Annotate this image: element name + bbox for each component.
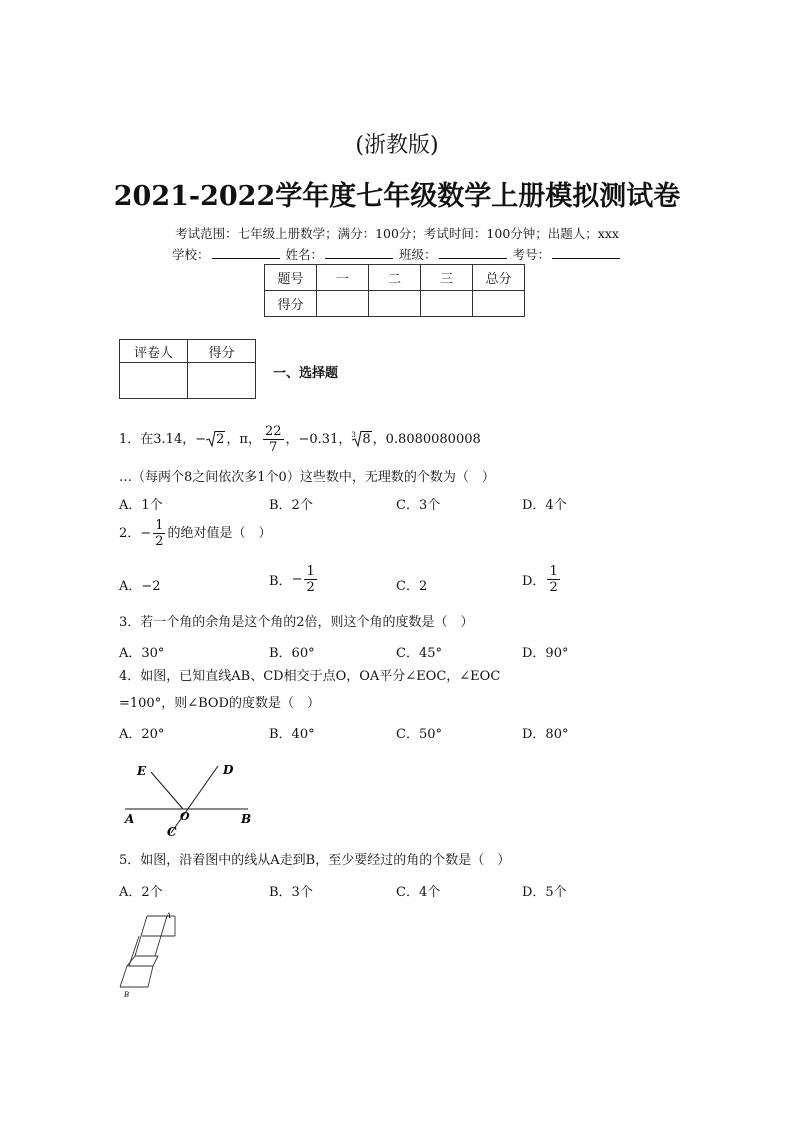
score-input-cell[interactable]: [317, 291, 369, 317]
label-a: A: [125, 812, 135, 826]
stem-text: 若一个角的余角是这个角的2倍，则这个角的度数是（ ）: [140, 615, 474, 630]
option-d[interactable]: D．90°: [522, 646, 569, 661]
option-c[interactable]: C．4个: [396, 885, 441, 900]
label-c: C: [167, 825, 177, 839]
question-3-stem: [119, 615, 474, 631]
question-number: 3．: [119, 615, 141, 630]
stem-text: 在3.14，: [140, 431, 196, 447]
option-letter: A．: [119, 579, 142, 594]
name-label: 姓名：: [285, 247, 323, 262]
option-d[interactable]: D．5个: [522, 885, 567, 900]
sqrt-expression: [206, 432, 225, 448]
option-a[interactable]: A．1个: [119, 498, 163, 513]
table-row: [120, 340, 256, 363]
grader-table: [119, 339, 256, 399]
stem-text: ，0.8080080008: [372, 431, 481, 447]
numerator: 1: [549, 564, 558, 579]
stem-text: 如图，沿着图中的线从A走到B，至少要经过的角的个数是（ ）: [140, 853, 511, 868]
option-b[interactable]: B．2个: [269, 498, 313, 513]
question-1-stem: [119, 424, 481, 455]
option-b[interactable]: B．60°: [269, 646, 315, 661]
radicand: 8: [362, 431, 371, 447]
label-o: O: [180, 810, 190, 823]
option-d[interactable]: D．80°: [522, 727, 569, 742]
publisher-label: (浙教版): [355, 133, 439, 158]
stem-text: 如图，已知直线AB、CD相交于点O，OA平分∠EOC，∠EOC: [140, 669, 501, 684]
table-row: [265, 265, 525, 291]
option-d[interactable]: D．4个: [522, 498, 567, 513]
cube-root-expression: [351, 432, 371, 448]
denominator: 7: [269, 440, 278, 455]
school-field[interactable]: [212, 246, 280, 259]
stem-text: ，−0.31，: [285, 431, 352, 447]
denominator: 2: [155, 534, 164, 549]
exam-number-label: 考号：: [512, 247, 550, 262]
stem-text: 的绝对值是（ ）: [167, 525, 272, 541]
numerator: 1: [306, 564, 315, 579]
intersecting-lines-figure: [115, 758, 260, 840]
grader-input-cell[interactable]: [120, 363, 188, 399]
option-c[interactable]: C．3个: [396, 498, 441, 513]
fraction: [304, 564, 316, 595]
option-d[interactable]: [522, 564, 562, 595]
score-input-cell[interactable]: [421, 291, 473, 317]
radical-sign-icon: [351, 430, 362, 448]
option-c[interactable]: C．45°: [396, 646, 442, 661]
option-a[interactable]: A．20°: [119, 727, 165, 742]
option-c[interactable]: C．50°: [396, 727, 442, 742]
label-a: A: [166, 912, 172, 920]
section-title: 一、选择题: [273, 366, 339, 381]
class-field[interactable]: [439, 246, 507, 259]
question-number: 1．: [119, 431, 141, 447]
page-title: 2021-2022学年度七年级数学上册模拟测试卷: [113, 181, 681, 212]
fraction: [153, 518, 165, 549]
option-b[interactable]: B．3个: [269, 885, 313, 900]
option-b[interactable]: [269, 564, 319, 595]
ray-oe: [151, 772, 183, 809]
radicand: 2: [216, 431, 225, 447]
option-letter: D．: [522, 574, 546, 589]
score-input-cell[interactable]: [369, 291, 421, 317]
parallelogram-grid: [120, 916, 175, 987]
label-b: B: [241, 812, 252, 826]
numerator: 22: [264, 424, 282, 439]
root-index: 3: [351, 430, 356, 439]
score-table: [264, 264, 525, 317]
table-cell: 二: [369, 265, 421, 291]
label-e: E: [137, 764, 147, 778]
table-cell: 题号: [265, 265, 317, 291]
question-5-stem: [119, 853, 510, 869]
option-c[interactable]: [396, 575, 427, 594]
table-cell: 一: [317, 265, 369, 291]
option-a[interactable]: A．30°: [119, 646, 165, 661]
minus-sign: −: [291, 572, 303, 587]
question-number: 2．: [119, 525, 141, 541]
grader-input-cell[interactable]: [188, 363, 256, 399]
table-cell: 评卷人: [120, 340, 188, 363]
class-label: 班级：: [398, 247, 437, 262]
minus-sign: −: [195, 431, 207, 447]
student-info-fields: [0, 245, 794, 263]
option-value: 2: [418, 579, 428, 594]
exam-info: 考试范围：七年级上册数学；满分：100分；考试时间：100分钟；出题人；xxx: [175, 226, 619, 241]
fraction: [547, 564, 559, 595]
question-number: 5．: [119, 853, 141, 868]
option-a[interactable]: A．2个: [119, 885, 163, 900]
denominator: 2: [549, 580, 558, 595]
option-b[interactable]: B．40°: [269, 727, 315, 742]
denominator: 2: [306, 580, 315, 595]
radical-sign-icon: [206, 430, 216, 448]
name-field[interactable]: [325, 246, 393, 259]
option-letter: C．: [396, 579, 419, 594]
table-row: [120, 363, 256, 399]
table-cell: 三: [421, 265, 473, 291]
table-cell: 得分: [265, 291, 317, 317]
question-number: 4．: [119, 669, 141, 684]
numerator: 1: [155, 518, 164, 533]
stem-text: ，π，: [226, 431, 261, 447]
option-a[interactable]: [119, 575, 161, 594]
score-input-cell[interactable]: [473, 291, 525, 317]
table-cell: 总分: [473, 265, 525, 291]
staircase-path-figure: [115, 908, 185, 1000]
question-4-stem: [119, 669, 500, 685]
option-value: −2: [141, 579, 161, 594]
label-b: B: [124, 991, 130, 999]
option-letter: B．: [269, 574, 292, 589]
question-4-stem-line2: =100°，则∠BOD的度数是（ ）: [119, 696, 320, 711]
school-label: 学校：: [171, 247, 210, 262]
question-2-stem: [119, 518, 271, 549]
table-cell: 得分: [188, 340, 256, 363]
minus-sign: −: [140, 525, 152, 541]
table-row: [265, 291, 525, 317]
fraction: [263, 424, 284, 455]
line-cd: [171, 766, 218, 833]
exam-number-field[interactable]: [552, 246, 620, 259]
label-d: D: [223, 763, 234, 777]
question-1-stem-line2: …（每两个8之间依次多1个0）这些数中，无理数的个数为（ ）: [119, 470, 495, 485]
